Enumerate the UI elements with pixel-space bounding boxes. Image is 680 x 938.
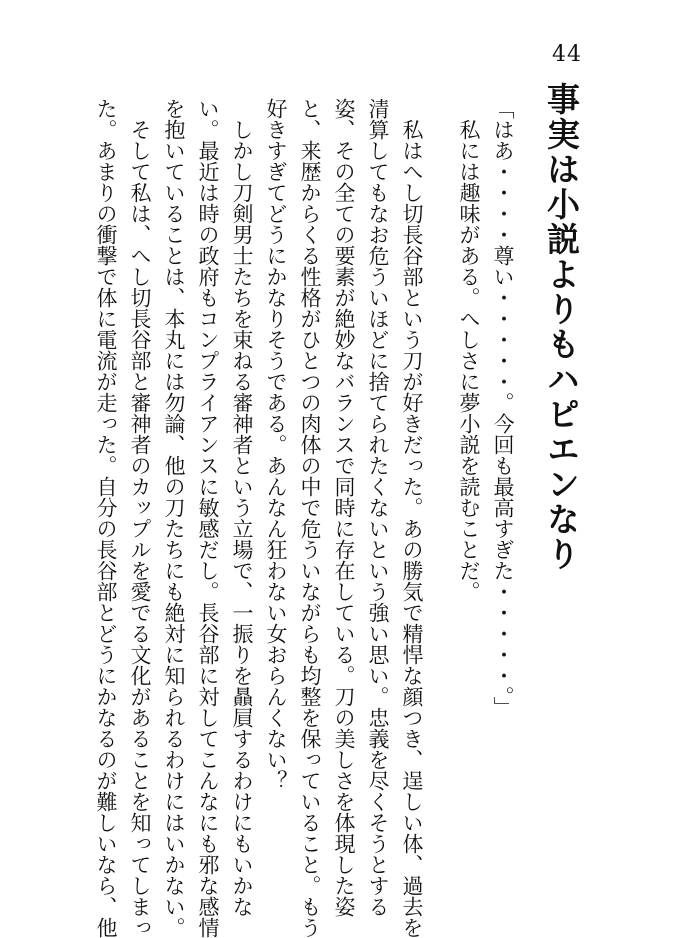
text-line: を抱いていることは、本丸には勿論、他の刀たちにも絶対に知られるわけにはいかない。 bbox=[162, 98, 186, 938]
text-line: 私には趣味がある。へしさに夢小説を読むことだ。 bbox=[457, 98, 481, 602]
page-number: 44 bbox=[552, 42, 582, 67]
text-line: 姿、その全ての要素が絶妙なバランスで同時に存在している。刀の美しさを体現した姿 bbox=[332, 98, 356, 917]
text-line: しかし刀剣男士たちを束ねる審神者という立場で、一振りを贔屓するわけにもいかな bbox=[230, 98, 254, 917]
text-line: と、来歴からくる性格がひとつの肉体の中で危ういながらも均整を保っていること。もう bbox=[298, 98, 322, 938]
text-line: い。最近は時の政府もコンプライアンスに敏感だし。長谷部に対してこんなにも邪な感情 bbox=[196, 98, 220, 938]
text-line: 清算してもなお危ういほどに捨てられたくないという強い思い。忠義を尽くそうとする bbox=[366, 98, 390, 917]
text-line: そして私は、へし切長谷部と審神者のカップルを愛でる文化があることを知ってしまっ bbox=[128, 98, 152, 938]
text-line: 私はへし切長谷部という刀が好きだった。あの勝気で精悍な顔つき、逞しい体、過去を bbox=[400, 98, 424, 938]
body-text bbox=[68, 98, 520, 938]
text-line: 好きすぎてどうにかなりそうである。あんなん狂わない女おらんくない？ bbox=[264, 98, 288, 791]
chapter-title: 事実は小説よりもハピエンなり bbox=[542, 82, 581, 572]
text-line: た。あまりの衝撃で体に電流が走った。自分の長谷部とどうにかなるのが難しいなら、他 bbox=[94, 98, 118, 938]
text-line: 「はあ・・・・尊い・・・・・。今回も最高すぎた・・・・・。」 bbox=[491, 98, 515, 718]
